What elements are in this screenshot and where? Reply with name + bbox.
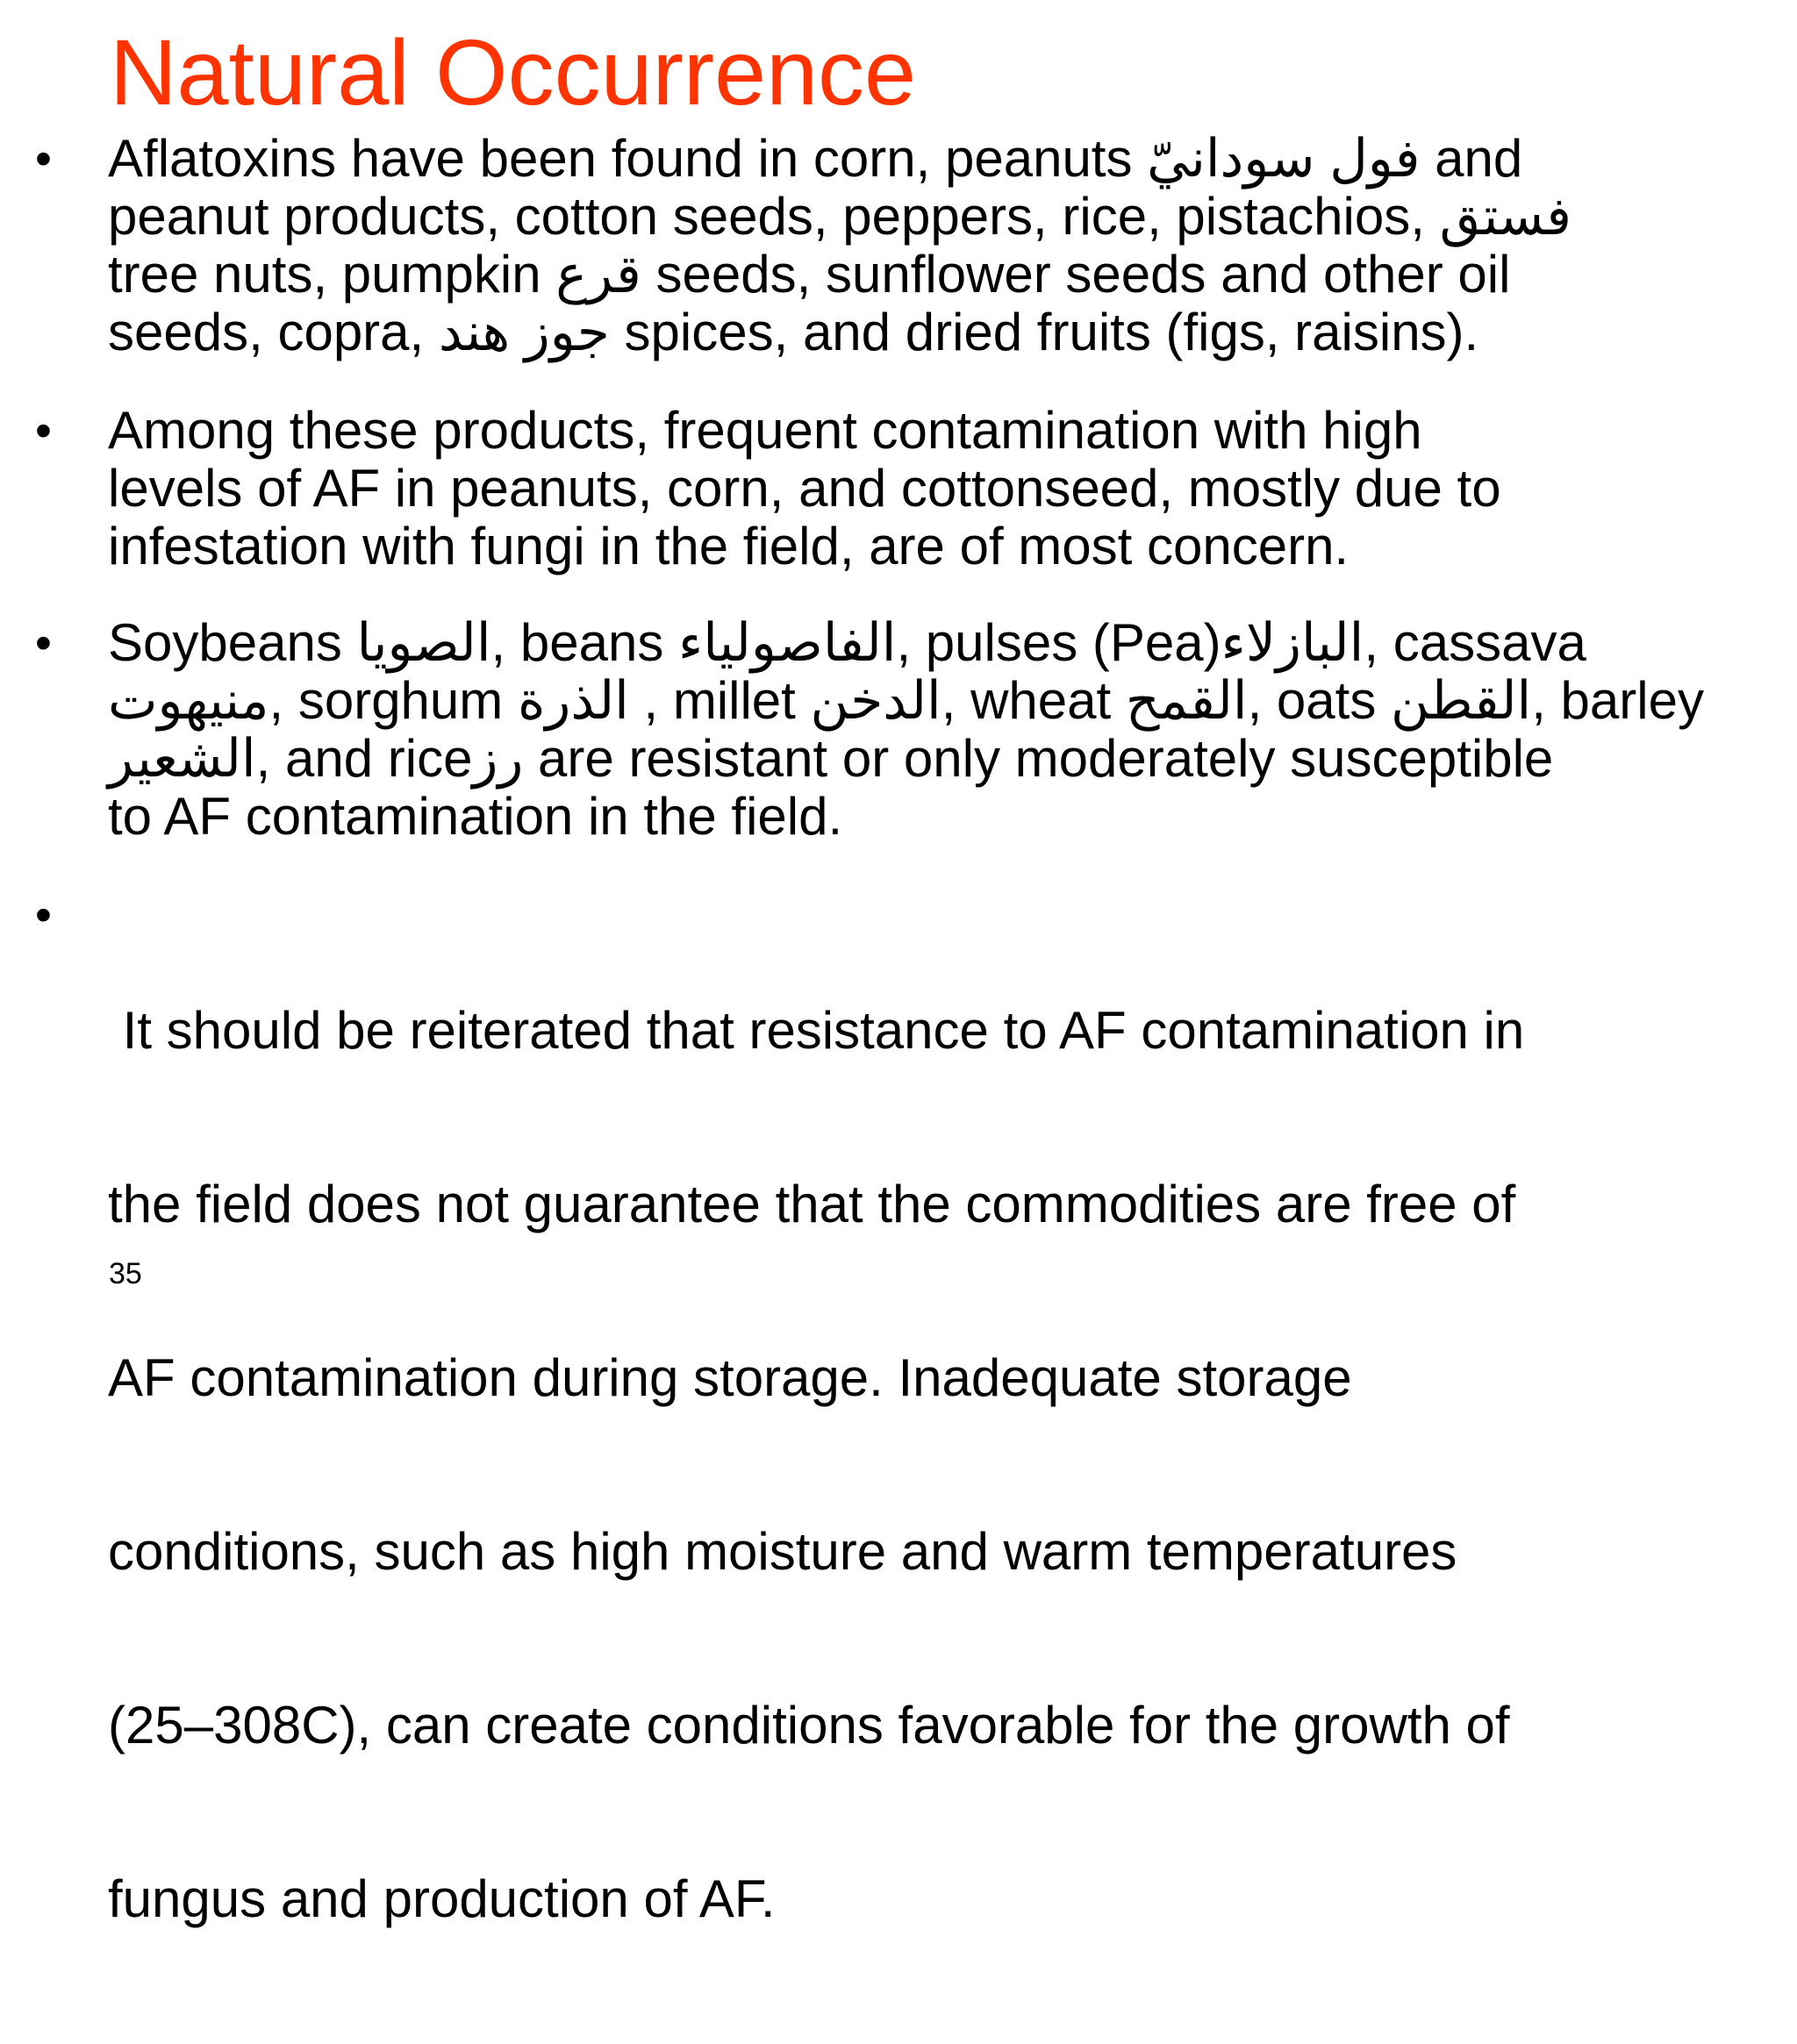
- bullet-text: [108, 402, 1779, 575]
- text-line: AF contamination during storage. Inadequate storage: [108, 1348, 1352, 1407]
- text-line: It should be reiterated that resistance to AF contamination in: [108, 1001, 1525, 1060]
- bullet-text: [108, 886, 1779, 2044]
- bullet-text: [108, 614, 1779, 846]
- text-line: conditions, such as high moisture and warm temperatures: [108, 1522, 1457, 1581]
- text-line: levels of AF in peanuts, corn, and cottonseed, mostly due to: [108, 459, 1501, 518]
- page-number: 35: [109, 1257, 142, 1290]
- text-line: Aflatoxins have been found in corn, peanuts فول سودانيّ and: [108, 129, 1523, 188]
- text-line: the field does not guarantee that the commodities are free of: [108, 1175, 1516, 1233]
- text-line: (25–308C), can create conditions favorable for the growth of: [108, 1696, 1510, 1755]
- text-line: fungus and production of AF.: [108, 1869, 776, 1928]
- text-line: to AF contamination in the field.: [108, 787, 843, 846]
- text-line: peanut products, cotton seeds, peppers, rice, pistachios, فستق: [108, 187, 1571, 246]
- text-line: tree nuts, pumpkin قرع seeds, sunflower seeds and other oil: [108, 245, 1511, 304]
- text-line: Among these products, frequent contamination with high: [108, 401, 1422, 460]
- text-line: infestation with fungi in the field, are of most concern.: [108, 517, 1350, 575]
- text-line: منيهوت, sorghum الذرة , millet الدخن, wheat القمح, oats القطن, barley: [108, 671, 1704, 730]
- bullet-icon: •: [35, 404, 52, 457]
- slide-title: Natural Occurrence: [110, 21, 917, 125]
- bullet-icon: •: [35, 617, 52, 669]
- text-line: الشعير, and riceرز are resistant or only moderately susceptible: [108, 729, 1554, 788]
- bullet-icon: •: [35, 889, 52, 941]
- bullet-icon: •: [35, 132, 52, 185]
- bullet-text: [108, 130, 1779, 361]
- text-line: Soybeans الصويا, beans الفاصولياء, pulses (Pea)البازلاء, cassava: [108, 613, 1586, 672]
- text-line: seeds, copra, جوز هند spices, and dried fruits (figs, raisins).: [108, 303, 1479, 361]
